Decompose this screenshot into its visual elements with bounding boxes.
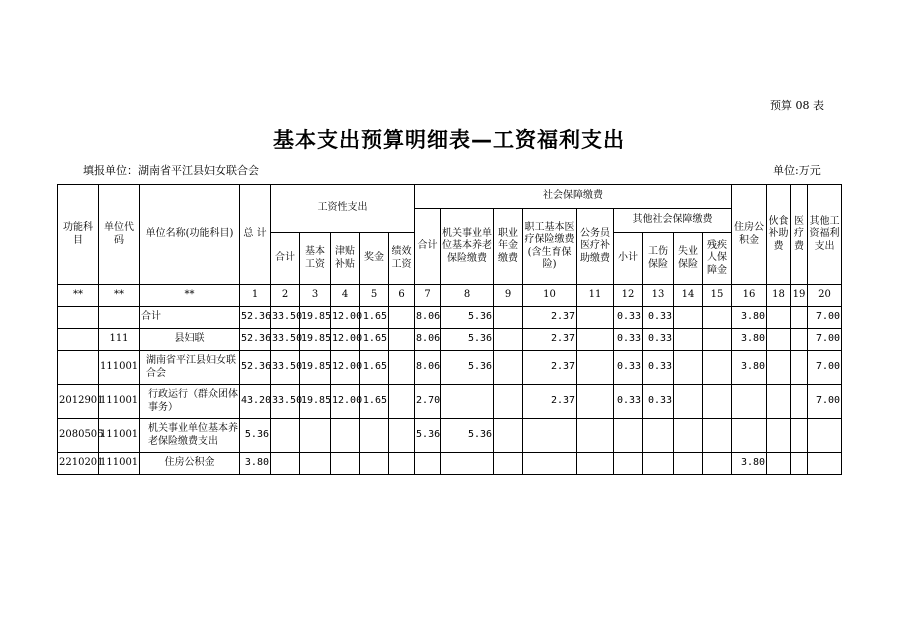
cell-basic-salary: [300, 419, 331, 453]
cell-housing: [732, 385, 767, 419]
cell-injury: 0.33: [643, 385, 674, 419]
cell-other-sub: [614, 419, 643, 453]
cell-unemployment: [674, 419, 703, 453]
header-annuity: 职业年金缴费: [494, 209, 523, 285]
cell-medical-insurance: 2.37: [523, 351, 577, 385]
cell-salary-sum: 33.50: [271, 351, 300, 385]
cell-other-sub: 0.33: [614, 385, 643, 419]
index-cell: 19: [791, 285, 808, 307]
cell-annuity: [494, 351, 523, 385]
budget-table: [57, 184, 842, 475]
cell-performance: [389, 419, 415, 453]
header-other-sub: 小计: [614, 233, 643, 285]
cell-pension: [441, 385, 494, 419]
cell-pension: 5.36: [441, 307, 494, 329]
header-row-1: [58, 185, 842, 209]
cell-pension: 5.36: [441, 419, 494, 453]
cell-unit-name: 湖南省平江县妇女联合会: [140, 351, 240, 385]
cell-unit-code: [99, 307, 140, 329]
cell-salary-sum: [271, 453, 300, 475]
table-row: [58, 351, 842, 385]
index-cell: 3: [300, 285, 331, 307]
cell-func-code: [58, 351, 99, 385]
header-other-welfare: 其他工资福利支出: [808, 185, 842, 285]
cell-meal: [767, 329, 791, 351]
cell-medical: [791, 351, 808, 385]
cell-medical-insurance: [523, 419, 577, 453]
cell-salary-sum: 33.50: [271, 329, 300, 351]
cell-meal: [767, 453, 791, 475]
cell-housing: 3.80: [732, 307, 767, 329]
index-cell: 13: [643, 285, 674, 307]
index-cell: 14: [674, 285, 703, 307]
cell-disabled: [703, 453, 732, 475]
reporting-unit: 填报单位：湖南省平江县妇女联合会: [83, 164, 259, 177]
cell-bonus: 1.65: [360, 307, 389, 329]
cell-other-welfare: [808, 419, 842, 453]
header-func-code: 功能科目: [58, 185, 99, 285]
header-unit-code: 单位代码: [99, 185, 140, 285]
cell-other-sub: [614, 453, 643, 475]
cell-civil-medical: [577, 329, 614, 351]
cell-other-sub: 0.33: [614, 329, 643, 351]
cell-pension: [441, 453, 494, 475]
cell-social-sum: 2.70: [415, 385, 441, 419]
cell-disabled: [703, 307, 732, 329]
cell-civil-medical: [577, 419, 614, 453]
cell-func-code: 2210201: [58, 453, 99, 475]
cell-total: 5.36: [240, 419, 271, 453]
cell-housing: 3.80: [732, 329, 767, 351]
index-cell: 15: [703, 285, 732, 307]
cell-bonus: 1.65: [360, 385, 389, 419]
header-medical-insurance: 职工基本医疗保险缴费(含生育保险): [523, 209, 577, 285]
cell-unit-code: 111001: [99, 419, 140, 453]
cell-medical: [791, 307, 808, 329]
header-disabled: 残疾人保障金: [703, 233, 732, 285]
cell-civil-medical: [577, 351, 614, 385]
cell-salary-sum: 33.50: [271, 385, 300, 419]
index-cell: 8: [441, 285, 494, 307]
index-cell: 12: [614, 285, 643, 307]
index-cell: 2: [271, 285, 300, 307]
cell-disabled: [703, 419, 732, 453]
cell-meal: [767, 351, 791, 385]
cell-disabled: [703, 385, 732, 419]
cell-pension: 5.36: [441, 351, 494, 385]
cell-basic-salary: 19.85: [300, 307, 331, 329]
index-cell: 7: [415, 285, 441, 307]
cell-medical-insurance: 2.37: [523, 385, 577, 419]
cell-func-code: [58, 329, 99, 351]
cell-unit-name: 县妇联: [140, 329, 240, 351]
cell-allowance: 12.00: [331, 385, 360, 419]
cell-bonus: 1.65: [360, 351, 389, 385]
index-cell: 11: [577, 285, 614, 307]
cell-salary-sum: 33.50: [271, 307, 300, 329]
header-performance: 绩效工资: [389, 233, 415, 285]
cell-medical-insurance: 2.37: [523, 329, 577, 351]
cell-injury: 0.33: [643, 329, 674, 351]
cell-housing: 3.80: [732, 453, 767, 475]
index-cell: 4: [331, 285, 360, 307]
header-housing: 住房公积金: [732, 185, 767, 285]
cell-bonus: [360, 453, 389, 475]
header-total: 总 计: [240, 185, 271, 285]
header-allowance: 津贴补贴: [331, 233, 360, 285]
cell-annuity: [494, 385, 523, 419]
cell-allowance: [331, 453, 360, 475]
cell-annuity: [494, 419, 523, 453]
cell-medical-insurance: 2.37: [523, 307, 577, 329]
header-unemployment: 失业保险: [674, 233, 703, 285]
data-rows: [58, 307, 842, 475]
cell-injury: [643, 419, 674, 453]
cell-total: 52.36: [240, 329, 271, 351]
cell-meal: [767, 419, 791, 453]
cell-pension: 5.36: [441, 329, 494, 351]
cell-other-welfare: 7.00: [808, 385, 842, 419]
cell-unemployment: [674, 385, 703, 419]
cell-unit-code: 111001: [99, 453, 140, 475]
cell-basic-salary: [300, 453, 331, 475]
index-cell: 5: [360, 285, 389, 307]
header-basic-salary: 基本工资: [300, 233, 331, 285]
header-medical: 医疗费: [791, 185, 808, 285]
cell-injury: 0.33: [643, 307, 674, 329]
cell-social-sum: 5.36: [415, 419, 441, 453]
index-cell: 18: [767, 285, 791, 307]
header-salary-sum: 合计: [271, 233, 300, 285]
cell-social-sum: 8.06: [415, 329, 441, 351]
cell-allowance: [331, 419, 360, 453]
header-other-social-group: 其他社会保障缴费: [614, 209, 732, 233]
cell-injury: 0.33: [643, 351, 674, 385]
cell-medical-insurance: [523, 453, 577, 475]
cell-other-welfare: [808, 453, 842, 475]
header-injury: 工伤保险: [643, 233, 674, 285]
cell-performance: [389, 453, 415, 475]
table-row: [58, 385, 842, 419]
index-cell: **: [99, 285, 140, 307]
cell-medical: [791, 453, 808, 475]
cell-annuity: [494, 453, 523, 475]
cell-civil-medical: [577, 385, 614, 419]
header-bonus: 奖金: [360, 233, 389, 285]
cell-performance: [389, 385, 415, 419]
cell-total: 3.80: [240, 453, 271, 475]
header-civil-medical: 公务员医疗补助缴费: [577, 209, 614, 285]
cell-unit-code: 111001: [99, 351, 140, 385]
cell-bonus: 1.65: [360, 329, 389, 351]
currency-unit: 单位:万元: [773, 164, 821, 177]
cell-other-sub: 0.33: [614, 307, 643, 329]
cell-meal: [767, 385, 791, 419]
cell-other-welfare: 7.00: [808, 329, 842, 351]
cell-disabled: [703, 329, 732, 351]
cell-unit-name: 行政运行（群众团体事务）: [140, 385, 240, 419]
cell-other-welfare: 7.00: [808, 307, 842, 329]
cell-unit-name: 合计: [140, 307, 240, 329]
cell-civil-medical: [577, 307, 614, 329]
cell-medical: [791, 385, 808, 419]
cell-basic-salary: 19.85: [300, 351, 331, 385]
cell-housing: [732, 419, 767, 453]
cell-allowance: 12.00: [331, 351, 360, 385]
cell-medical: [791, 329, 808, 351]
cell-unemployment: [674, 329, 703, 351]
index-cell: 10: [523, 285, 577, 307]
cell-basic-salary: 19.85: [300, 329, 331, 351]
column-index-row: [58, 285, 842, 307]
cell-disabled: [703, 351, 732, 385]
cell-total: 52.36: [240, 351, 271, 385]
cell-housing: 3.80: [732, 351, 767, 385]
index-cell: 6: [389, 285, 415, 307]
cell-unemployment: [674, 453, 703, 475]
cell-other-welfare: 7.00: [808, 351, 842, 385]
form-number: 预算 08 表: [770, 99, 824, 112]
cell-func-code: [58, 307, 99, 329]
cell-func-code: 2080505: [58, 419, 99, 453]
index-cell: 16: [732, 285, 767, 307]
header-meal: 伙食补助费: [767, 185, 791, 285]
cell-unit-code: 111: [99, 329, 140, 351]
cell-annuity: [494, 329, 523, 351]
header-pension: 机关事业单位基本养老保险缴费: [441, 209, 494, 285]
page-title: 基本支出预算明细表—工资福利支出: [273, 128, 625, 152]
index-cell: 1: [240, 285, 271, 307]
cell-allowance: 12.00: [331, 307, 360, 329]
cell-performance: [389, 351, 415, 385]
cell-performance: [389, 329, 415, 351]
table-row: [58, 329, 842, 351]
cell-unit-name: 住房公积金: [140, 453, 240, 475]
cell-basic-salary: 19.85: [300, 385, 331, 419]
table-row: [58, 453, 842, 475]
cell-unemployment: [674, 307, 703, 329]
table-row: [58, 419, 842, 453]
header-unit-name: 单位名称(功能科目): [140, 185, 240, 285]
header-salary-group: 工资性支出: [271, 185, 415, 233]
cell-unit-name: 机关事业单位基本养老保险缴费支出: [140, 419, 240, 453]
cell-social-sum: 8.06: [415, 351, 441, 385]
index-cell: 20: [808, 285, 842, 307]
cell-other-sub: 0.33: [614, 351, 643, 385]
cell-meal: [767, 307, 791, 329]
cell-total: 52.36: [240, 307, 271, 329]
cell-unit-code: 111001: [99, 385, 140, 419]
cell-social-sum: [415, 453, 441, 475]
cell-total: 43.20: [240, 385, 271, 419]
cell-social-sum: 8.06: [415, 307, 441, 329]
cell-medical: [791, 419, 808, 453]
cell-civil-medical: [577, 453, 614, 475]
table-row: [58, 307, 842, 329]
header-social-sum: 合计: [415, 209, 441, 285]
cell-bonus: [360, 419, 389, 453]
cell-injury: [643, 453, 674, 475]
index-cell: **: [58, 285, 99, 307]
header-social-group: 社会保障缴费: [415, 185, 732, 209]
cell-annuity: [494, 307, 523, 329]
cell-allowance: 12.00: [331, 329, 360, 351]
cell-performance: [389, 307, 415, 329]
index-cell: **: [140, 285, 240, 307]
index-cell: 9: [494, 285, 523, 307]
cell-salary-sum: [271, 419, 300, 453]
cell-func-code: 2012901: [58, 385, 99, 419]
cell-unemployment: [674, 351, 703, 385]
